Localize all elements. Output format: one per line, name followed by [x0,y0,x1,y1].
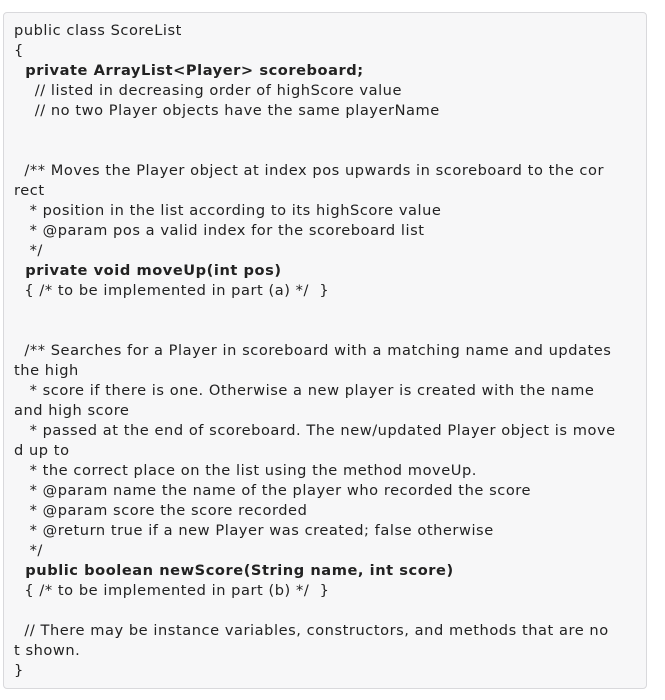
code-line: * @param pos a valid index for the scoreboard list [14,222,425,239]
code-line [14,121,646,141]
code-line: { /* to be implemented in part (b) */ } [14,582,330,599]
code-line: private ArrayList<Player> scoreboard; [14,62,364,79]
code-line [14,141,646,161]
code-line: { [14,42,24,59]
code-line: { /* to be implemented in part (a) */ } [14,282,330,299]
code-line: rect [14,182,45,199]
code-block [14,21,646,681]
code-line: // There may be instance variables, constructors, and methods that are no [14,622,609,639]
code-line: private void moveUp(int pos) [14,262,282,279]
code-line: /** Moves the Player object at index pos upwards in scoreboard to the cor [14,162,605,179]
code-panel [3,12,647,689]
code-line: */ [14,242,43,259]
code-line: // listed in decreasing order of highScore value [14,82,403,99]
code-line [14,301,646,321]
code-line: * position in the list according to its highScore value [14,202,442,219]
code-line: the high [14,362,79,379]
code-line: */ [14,542,43,559]
code-line: * score if there is one. Otherwise a new player is created with the name [14,382,595,399]
code-line [14,321,646,341]
code-line: and high score [14,402,130,419]
code-line: public boolean newScore(String name, int score) [14,562,454,579]
code-line: * the correct place on the list using the method moveUp. [14,462,478,479]
code-line: /** Searches for a Player in scoreboard with a matching name and updates [14,342,612,359]
code-line [14,601,646,621]
code-line: * @param score the score recorded [14,502,308,519]
code-line: * @param name the name of the player who recorded the score [14,482,532,499]
code-line: d up to [14,442,70,459]
code-line: public class ScoreList [14,22,182,39]
code-line: } [14,662,24,679]
code-line: t shown. [14,642,81,659]
code-line: * @return true if a new Player was created; false otherwise [14,522,494,539]
code-line: // no two Player objects have the same playerName [14,102,440,119]
code-line: * passed at the end of scoreboard. The new/updated Player object is move [14,422,616,439]
